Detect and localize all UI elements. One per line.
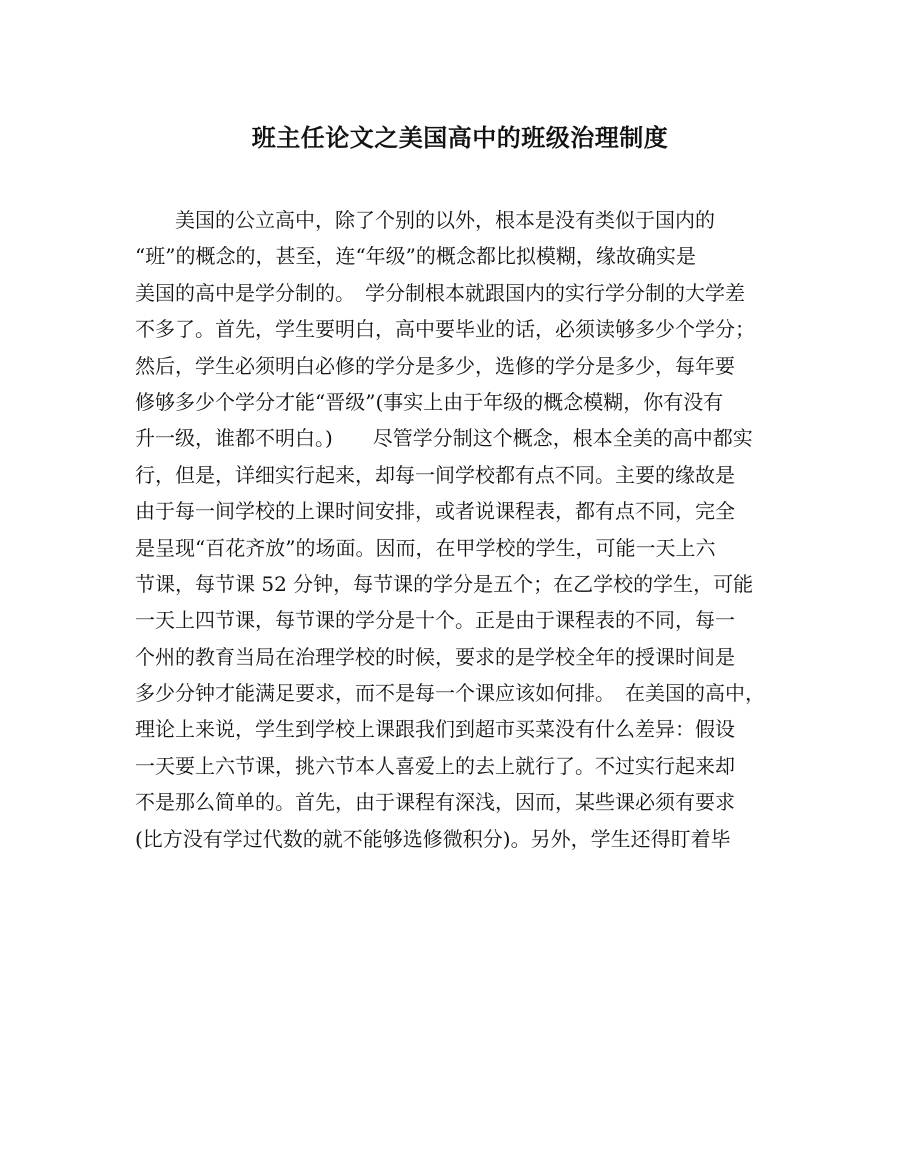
document-body [135,206,795,861]
text-line: 个州的教育当局在治理学校的时候，要求的是学校全年的授课时间是 [135,644,735,669]
text-line: 一天上四节课，每节课的学分是十个。正是由于课程表的不同，每一 [135,608,735,633]
text-line: 理论上来说，学生到学校上课跟我们到超市买菜没有什么差异：假设 [135,717,735,742]
text-line: 多少分钟才能满足要求，而不是每一个课应该如何排。 在美国的高中， [135,681,765,706]
text-line: 一天要上六节课，挑六节本人喜爱上的去上就行了。不过实行起来却 [135,753,735,778]
text-line: 然后，学生必须明白必修的学分是多少，选修的学分是多少，每年要 [135,353,735,378]
text-line: 不多了。首先，学生要明白，高中要毕业的话，必须读够多少个学分； [135,317,755,342]
text-line: 不是那么简单的。首先，由于课程有深浅，因而，某些课必须有要求 [135,790,735,815]
text-line: 节课，每节课 52 分钟，每节课的学分是五个；在乙学校的学生，可能 [135,571,754,596]
text-line: (比方没有学过代数的就不能够选修微积分)。另外，学生还得盯着毕 [135,826,731,851]
text-line: 美国的公立高中，除了个别的以外，根本是没有类似于国内的 [135,208,715,232]
document-title: 班主任论文之美国高中的班级治理制度 [251,123,669,152]
text-line: 是呈现“百花齐放”的场面。因而，在甲学校的学生，可能一天上六 [135,535,716,560]
text-line: 修够多少个学分才能“晋级”(事实上由于年级的概念模糊，你有没有 [135,389,724,414]
text-line: 由于每一间学校的上课时间安排，或者说课程表，都有点不同，完全 [135,499,735,524]
text-line: 美国的高中是学分制的。 学分制根本就跟国内的实行学分制的大学差 [135,280,745,305]
text-line: 行，但是，详细实行起来，却每一间学校都有点不同。主要的缘故是 [135,462,735,487]
text-line: “班”的概念的，甚至，连“年级”的概念都比拟模糊，缘故确实是 [135,244,696,269]
text-line: 升一级，谁都不明白。) 尽管学分制这个概念，根本全美的高中都实 [135,426,753,451]
